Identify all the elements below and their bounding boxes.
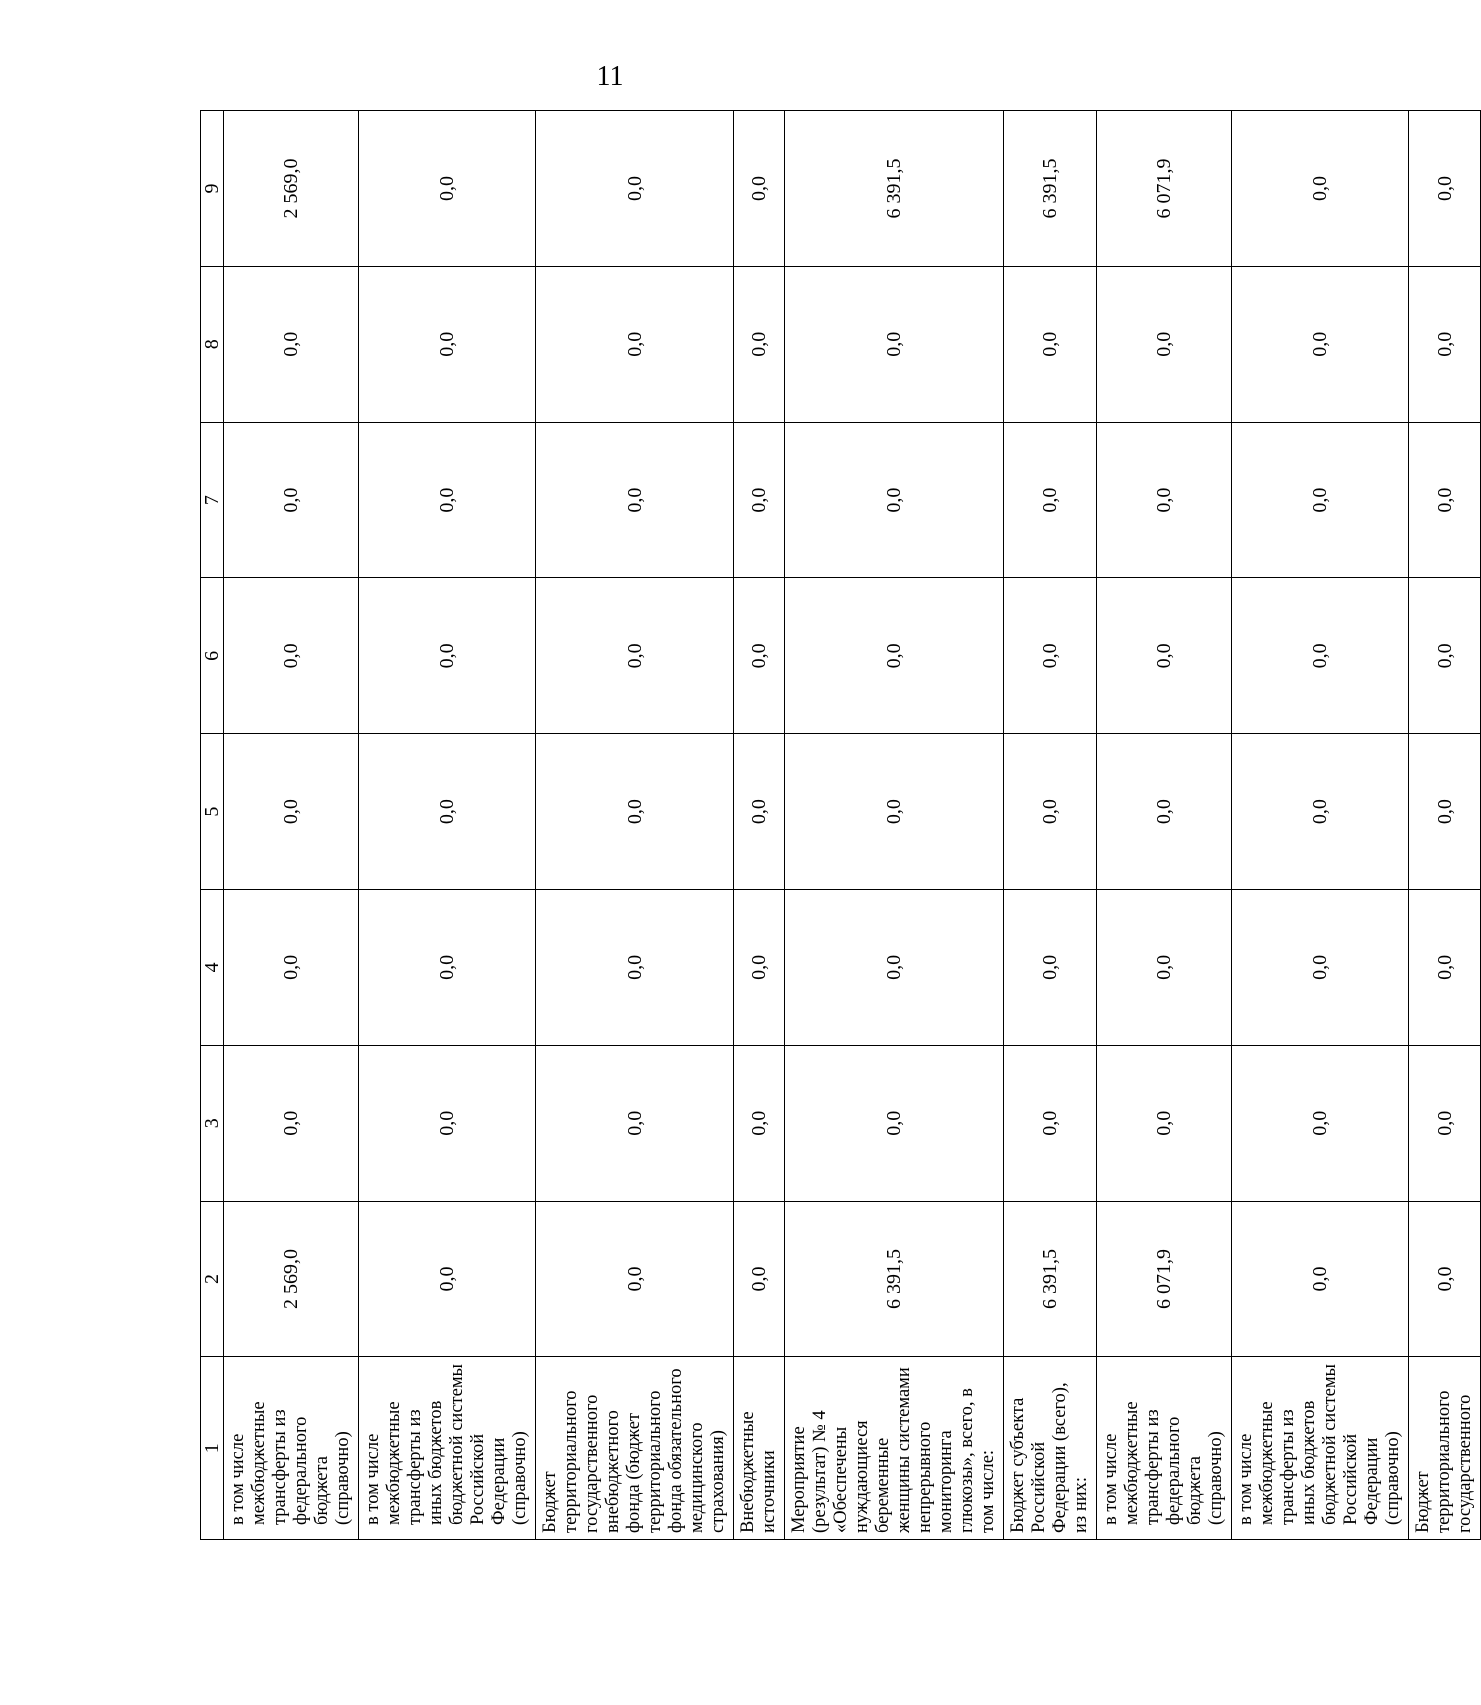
- value-cell: 0,0: [785, 1045, 1004, 1201]
- value-cell: 0,0: [536, 578, 734, 734]
- value-cell: 0,0: [536, 890, 734, 1046]
- value-cell: 0,0: [359, 111, 536, 267]
- value-cell: 0,0: [1409, 111, 1481, 267]
- column-header-7: 7: [201, 422, 224, 578]
- value-cell: 0,0: [1004, 266, 1097, 422]
- value-cell: 0,0: [224, 1045, 359, 1201]
- row-label: в том числе межбюджетные трансферты из иных бюджетов бюджетной системы Российской Федерации (справочно): [359, 1357, 536, 1540]
- value-cell: 0,0: [359, 266, 536, 422]
- row-label: в том числе межбюджетные трансферты из федерального бюджета (справочно): [1097, 1357, 1232, 1540]
- table-row: [1004, 111, 1097, 1540]
- value-cell: 6 391,5: [785, 1201, 1004, 1357]
- value-cell: 0,0: [1004, 422, 1097, 578]
- value-cell: 0,0: [536, 266, 734, 422]
- value-cell: 0,0: [1004, 734, 1097, 890]
- row-label: Бюджет территориального государственного: [1409, 1357, 1481, 1540]
- value-cell: 6 071,9: [1097, 1201, 1232, 1357]
- value-cell: 0,0: [1232, 890, 1409, 1046]
- value-cell: 0,0: [734, 578, 785, 734]
- value-cell: 0,0: [224, 266, 359, 422]
- value-cell: 0,0: [1097, 266, 1232, 422]
- value-cell: 0,0: [1232, 111, 1409, 267]
- table-row: [536, 111, 734, 1540]
- value-cell: 0,0: [536, 1201, 734, 1357]
- row-label: в том числе межбюджетные трансферты из федерального бюджета (справочно): [224, 1357, 359, 1540]
- value-cell: 0,0: [785, 266, 1004, 422]
- row-label: в том числе межбюджетные трансферты из иных бюджетов бюджетной системы Российской Федерации (справочно): [1232, 1357, 1409, 1540]
- value-cell: 0,0: [359, 1201, 536, 1357]
- value-cell: 0,0: [536, 422, 734, 578]
- table-row: [1232, 111, 1409, 1540]
- value-cell: 2 569,0: [224, 1201, 359, 1357]
- table-body: [224, 111, 1481, 1540]
- value-cell: 0,0: [536, 734, 734, 890]
- value-cell: 0,0: [359, 422, 536, 578]
- table-row: [224, 111, 359, 1540]
- value-cell: 0,0: [359, 890, 536, 1046]
- column-header-4: 4: [201, 890, 224, 1046]
- value-cell: 0,0: [1409, 422, 1481, 578]
- value-cell: 0,0: [734, 734, 785, 890]
- budget-table: [200, 110, 1481, 1540]
- value-cell: 0,0: [734, 890, 785, 1046]
- row-label: Внебюджетные источники: [734, 1357, 785, 1540]
- value-cell: 0,0: [359, 578, 536, 734]
- value-cell: 0,0: [1097, 734, 1232, 890]
- value-cell: 0,0: [785, 578, 1004, 734]
- value-cell: 6 391,5: [785, 111, 1004, 267]
- value-cell: 0,0: [1232, 1201, 1409, 1357]
- value-cell: 0,0: [785, 734, 1004, 890]
- value-cell: 0,0: [224, 422, 359, 578]
- column-header-5: 5: [201, 734, 224, 890]
- column-header-3: 3: [201, 1045, 224, 1201]
- value-cell: 0,0: [224, 578, 359, 734]
- value-cell: 0,0: [734, 1045, 785, 1201]
- table-row: [1097, 111, 1232, 1540]
- value-cell: 0,0: [359, 1045, 536, 1201]
- column-header-9: 9: [201, 111, 224, 267]
- page-number: 11: [596, 61, 624, 92]
- value-cell: 0,0: [1097, 890, 1232, 1046]
- value-cell: 0,0: [1409, 890, 1481, 1046]
- value-cell: 0,0: [734, 111, 785, 267]
- value-cell: 0,0: [1232, 734, 1409, 890]
- value-cell: 6 391,5: [1004, 1201, 1097, 1357]
- value-cell: 0,0: [224, 890, 359, 1046]
- value-cell: 0,0: [1409, 1045, 1481, 1201]
- row-label: Бюджет субъекта Российской Федерации (всего), из них:: [1004, 1357, 1097, 1540]
- value-cell: 0,0: [1097, 422, 1232, 578]
- column-header-8: 8: [201, 266, 224, 422]
- value-cell: 0,0: [1232, 422, 1409, 578]
- table-frame: [200, 110, 1475, 1540]
- column-header-6: 6: [201, 578, 224, 734]
- value-cell: 0,0: [1409, 266, 1481, 422]
- value-cell: 0,0: [224, 734, 359, 890]
- value-cell: 0,0: [1004, 1045, 1097, 1201]
- value-cell: 0,0: [1409, 1201, 1481, 1357]
- value-cell: 0,0: [1232, 1045, 1409, 1201]
- value-cell: 0,0: [359, 734, 536, 890]
- value-cell: 6 071,9: [1097, 111, 1232, 267]
- value-cell: 0,0: [1232, 266, 1409, 422]
- value-cell: 6 391,5: [1004, 111, 1097, 267]
- value-cell: 0,0: [1409, 734, 1481, 890]
- value-cell: 0,0: [536, 1045, 734, 1201]
- table-row: [1409, 111, 1481, 1540]
- value-cell: 0,0: [1097, 578, 1232, 734]
- table-row: [359, 111, 536, 1540]
- table-row: [785, 111, 1004, 1540]
- value-cell: 0,0: [734, 1201, 785, 1357]
- value-cell: 0,0: [734, 422, 785, 578]
- value-cell: 0,0: [1097, 1045, 1232, 1201]
- table-row: [734, 111, 785, 1540]
- row-label: Бюджет территориального государственного внебюджетного фонда (бюджет территориального фонда обязательного медицинского страхования): [536, 1357, 734, 1540]
- column-header-2: 2: [201, 1201, 224, 1357]
- value-cell: 0,0: [734, 266, 785, 422]
- table-header-row: [201, 111, 224, 1540]
- value-cell: 0,0: [785, 890, 1004, 1046]
- value-cell: 0,0: [1409, 578, 1481, 734]
- row-label: Мероприятие (результат) № 4 «Обеспечены нуждающиеся беременные женщины системами непрерывного мониторинга глюкозы», всего, в том числе:: [785, 1357, 1004, 1540]
- value-cell: 0,0: [1004, 578, 1097, 734]
- value-cell: 0,0: [1232, 578, 1409, 734]
- value-cell: 0,0: [536, 111, 734, 267]
- value-cell: 0,0: [1004, 890, 1097, 1046]
- value-cell: 2 569,0: [224, 111, 359, 267]
- column-header-1: 1: [201, 1357, 224, 1540]
- value-cell: 0,0: [785, 422, 1004, 578]
